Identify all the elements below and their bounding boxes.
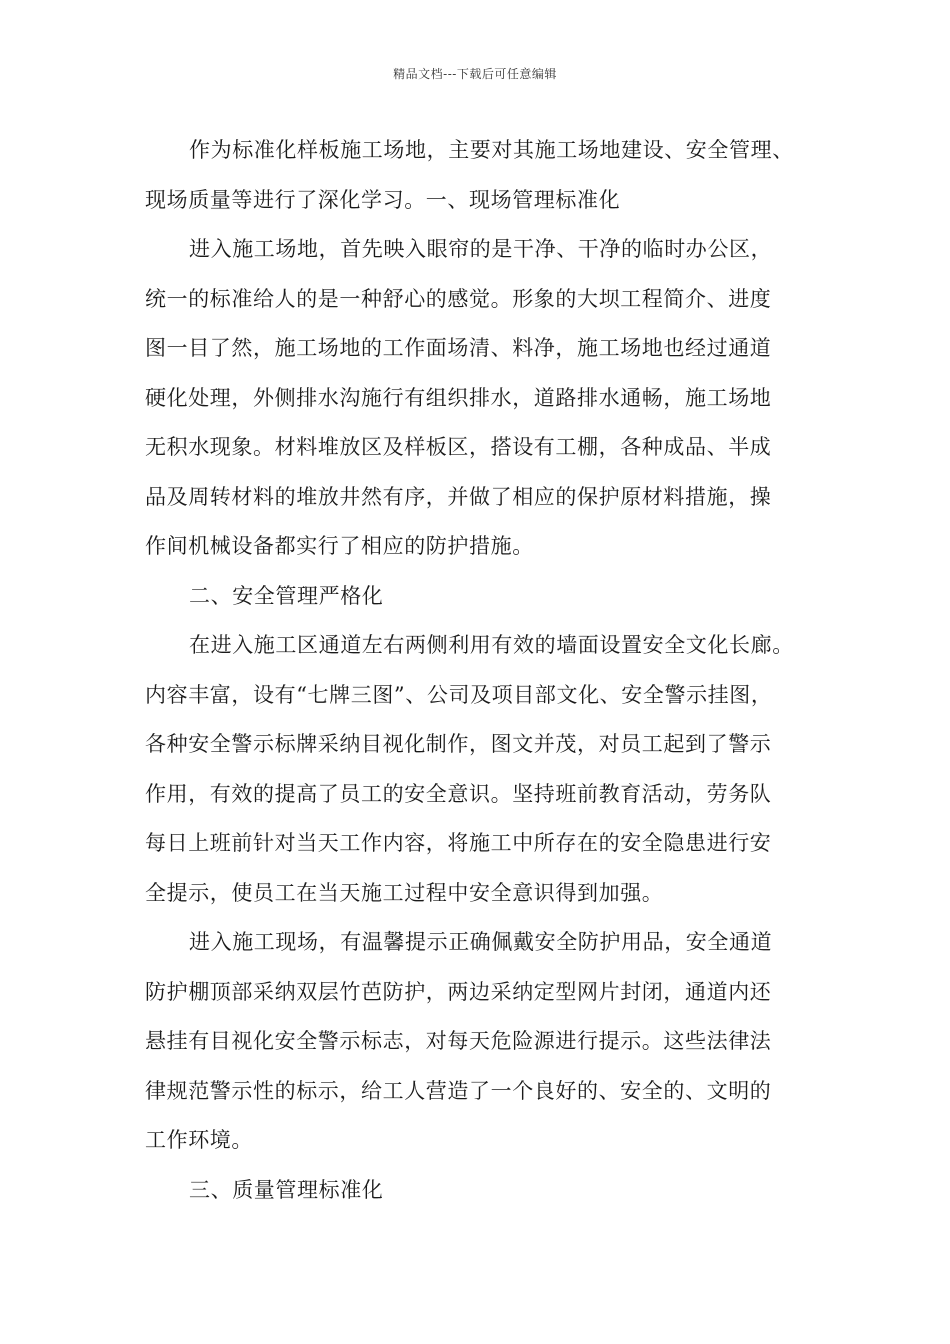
paragraph-line: 作间机械设备都实行了相应的防护措施。 xyxy=(145,534,534,558)
document-body xyxy=(145,126,815,1215)
paragraph-line: 每日上班前针对当天工作内容，将施工中所存在的安全隐患进行安 xyxy=(145,831,772,855)
paragraph-line: 品及周转材料的堆放井然有序，并做了相应的保护原材料措施，操 xyxy=(145,484,772,509)
paragraph-line: 悬挂有目视化安全警示标志，对每天危险源进行提示。这些法律法 xyxy=(145,1029,772,1053)
paragraph-line: 进入施工现场，有温馨提示正确佩戴安全防护用品，安全通道 xyxy=(189,930,773,954)
paragraph-line: 律规范警示性的标示，给工人营造了一个良好的、安全的、文明的 xyxy=(145,1078,772,1103)
paragraph-line: 硬化处理，外侧排水沟施行有组织排水，道路排水通畅，施工场地 xyxy=(145,385,772,410)
section-heading: 二、安全管理严格化 xyxy=(189,583,384,608)
paragraph-line: 工作环境。 xyxy=(145,1128,253,1152)
paragraph-line: 统一的标准给人的是一种舒心的感觉。形象的大坝工程简介、进度 xyxy=(145,286,772,311)
page-header: 精品文档---下载后可任意编辑 xyxy=(393,67,557,81)
paragraph-line: 现场质量等进行了深化学习。一、现场管理标准化 xyxy=(145,187,621,212)
paragraph-line: 作用，有效的提高了员工的安全意识。坚持班前教育活动，劳务队 xyxy=(145,781,772,806)
paragraph-line: 进入施工场地，首先映入眼帘的是干净、干净的临时办公区， xyxy=(189,237,773,261)
paragraph-line: 各种安全警示标牌采纳目视化制作，图文并茂，对员工起到了警示 xyxy=(145,732,772,756)
paragraph-line: 作为标准化样板施工场地，主要对其施工场地建设、安全管理、 xyxy=(189,138,794,162)
paragraph-line: 在进入施工区通道左右两侧利用有效的墙面设置安全文化长廊。 xyxy=(189,633,794,657)
paragraph-line: 内容丰富，设有“七牌三图”、公司及项目部文化、安全警示挂图， xyxy=(145,682,773,707)
paragraph-line: 防护棚顶部采纳双层竹芭防护，两边采纳定型网片封闭，通道内还 xyxy=(145,979,772,1004)
paragraph-line: 图一目了然，施工场地的工作面场清、料净，施工场地也经过通道 xyxy=(145,336,772,360)
paragraph-line: 无积水现象。材料堆放区及样板区，搭设有工棚，各种成品、半成 xyxy=(145,435,772,459)
paragraph-line: 全提示，使员工在当天施工过程中安全意识得到加强。 xyxy=(145,880,664,905)
section-heading: 三、质量管理标准化 xyxy=(189,1177,384,1202)
